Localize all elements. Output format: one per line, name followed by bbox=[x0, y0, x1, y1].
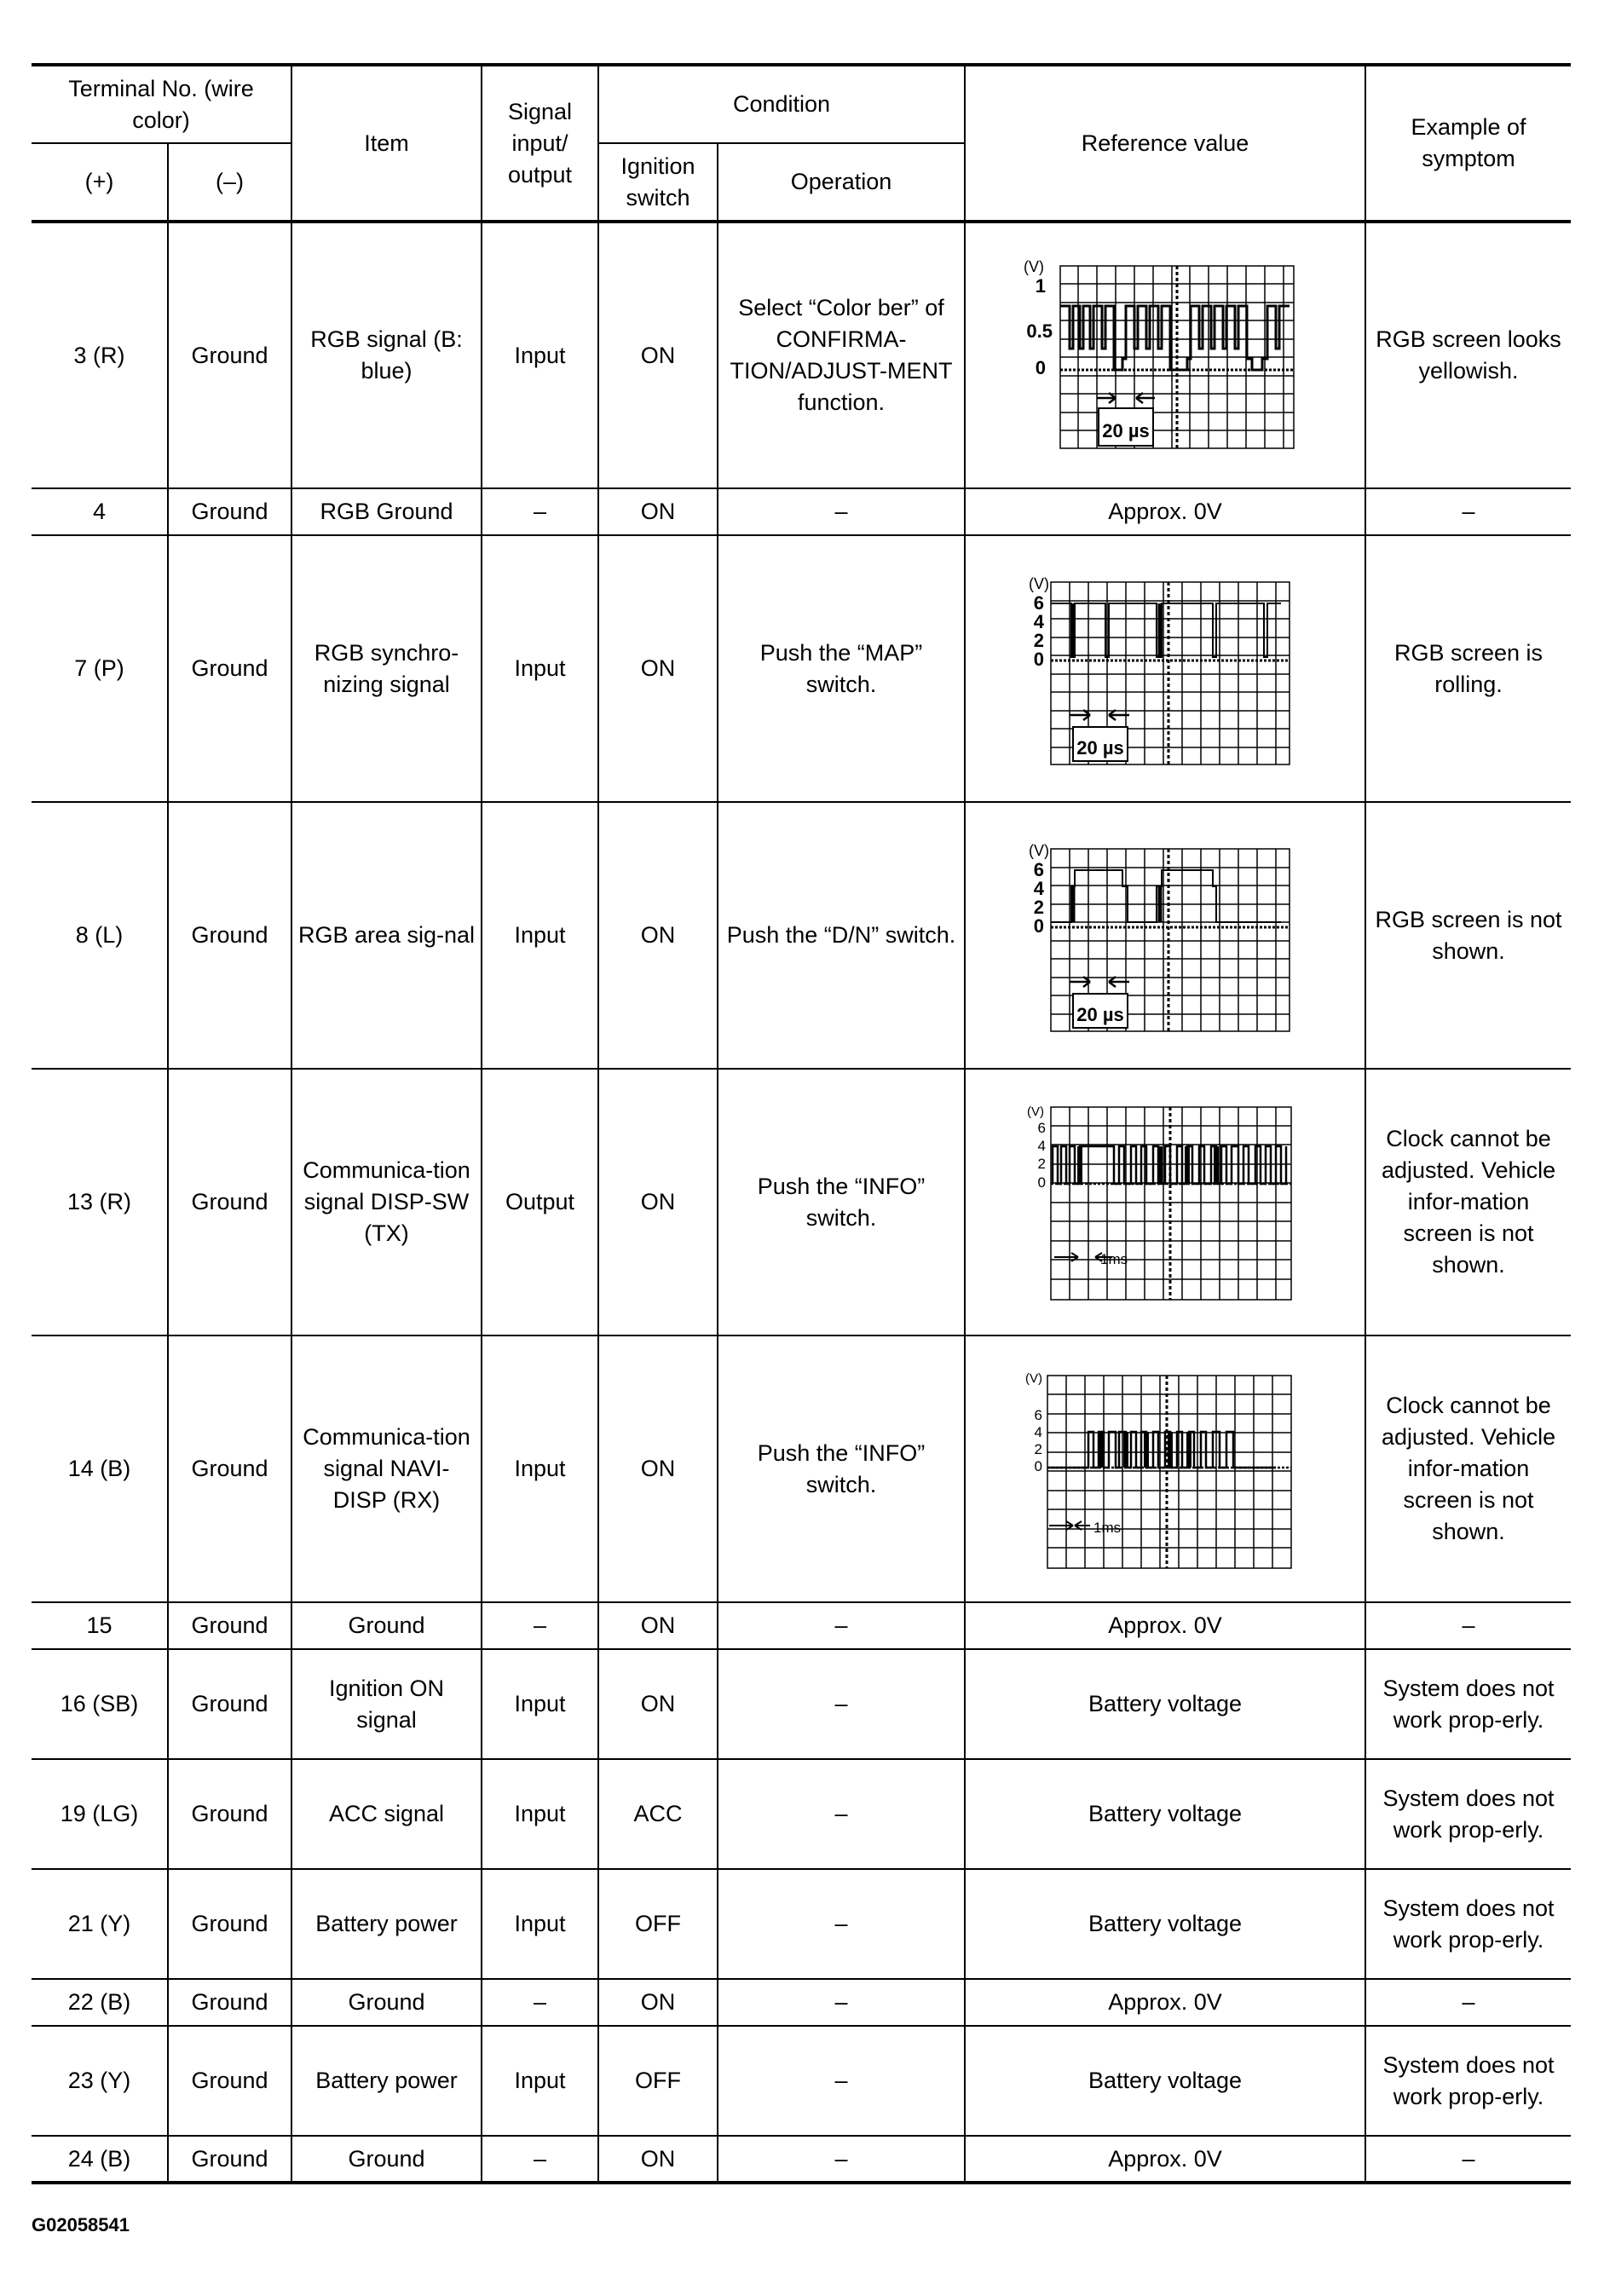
symptom-cell: System does not work prop-erly. bbox=[1365, 2026, 1571, 2136]
minus-cell: Ground bbox=[168, 1759, 291, 1869]
item-cell: Communica-tion signal NAVI- DISP (RX) bbox=[291, 1335, 482, 1602]
oscilloscope-waveform-tx bbox=[1020, 1100, 1310, 1305]
oscilloscope-waveform-area bbox=[1020, 834, 1310, 1038]
minus-cell: Ground bbox=[168, 488, 291, 535]
scope-y-label: 0.5 bbox=[1026, 320, 1053, 342]
ignition-cell: ON bbox=[598, 1979, 718, 2026]
scope-y-label: 1 bbox=[1035, 275, 1047, 297]
operation-header: Operation bbox=[718, 143, 965, 222]
operation-cell: Push the “INFO” switch. bbox=[718, 1335, 965, 1602]
reference-header: Reference value bbox=[965, 65, 1365, 222]
minus-cell: Ground bbox=[168, 1979, 291, 2026]
item-cell: RGB synchro-nizing signal bbox=[291, 535, 482, 802]
reference-cell bbox=[965, 1335, 1365, 1602]
terminal-header: Terminal No. (wire color) bbox=[32, 65, 291, 143]
reference-cell: Approx. 0V bbox=[965, 1602, 1365, 1649]
scope-y-label: 4 bbox=[1033, 877, 1045, 899]
ignition-cell: ON bbox=[598, 1602, 718, 1649]
table-row bbox=[32, 1069, 1571, 1335]
operation-cell: – bbox=[718, 2136, 965, 2183]
io-cell: Output bbox=[482, 1069, 598, 1335]
scope-y-label: 4 bbox=[1037, 1137, 1047, 1154]
symptom-cell: Clock cannot be adjusted. Vehicle infor-mation screen is not shown. bbox=[1365, 1335, 1571, 1602]
plus-cell: 16 (SB) bbox=[32, 1649, 168, 1759]
item-cell: Communica-tion signal DISP-SW (TX) bbox=[291, 1069, 482, 1335]
table-row bbox=[32, 1649, 1571, 1759]
plus-cell: 23 (Y) bbox=[32, 2026, 168, 2136]
ignition-cell: ON bbox=[598, 802, 718, 1069]
ignition-cell: ON bbox=[598, 2136, 718, 2183]
item-cell: Ground bbox=[291, 1602, 482, 1649]
reference-cell: Battery voltage bbox=[965, 1759, 1365, 1869]
ignition-cell: ON bbox=[598, 488, 718, 535]
reference-cell bbox=[965, 535, 1365, 802]
operation-cell: – bbox=[718, 1869, 965, 1979]
operation-cell: – bbox=[718, 1649, 965, 1759]
plus-cell: 22 (B) bbox=[32, 1979, 168, 2026]
scope-y-label: 2 bbox=[1037, 1155, 1047, 1172]
ignition-cell: ACC bbox=[598, 1759, 718, 1869]
scope-y-label: 6 bbox=[1033, 858, 1045, 880]
item-cell: Ground bbox=[291, 1979, 482, 2026]
symptom-header: Example of symptom bbox=[1365, 65, 1571, 222]
scope-time-label: 1ms bbox=[1093, 1519, 1122, 1536]
table-row bbox=[32, 802, 1571, 1069]
ignition-cell: ON bbox=[598, 535, 718, 802]
scope-y-label: 0 bbox=[1037, 1174, 1047, 1191]
operation-cell: – bbox=[718, 1602, 965, 1649]
reference-cell: Battery voltage bbox=[965, 1869, 1365, 1979]
minus-header: (–) bbox=[168, 143, 291, 222]
symptom-cell: – bbox=[1365, 488, 1571, 535]
plus-cell: 3 (R) bbox=[32, 222, 168, 488]
item-cell: ACC signal bbox=[291, 1759, 482, 1869]
scope-y-label: 6 bbox=[1033, 591, 1045, 614]
operation-cell: – bbox=[718, 1759, 965, 1869]
item-cell: RGB signal (B: blue) bbox=[291, 222, 482, 488]
minus-cell: Ground bbox=[168, 1069, 291, 1335]
scope-y-label: 2 bbox=[1033, 629, 1045, 651]
figure-code: G02058541 bbox=[32, 2214, 130, 2235]
scope-unit: (V) bbox=[1029, 841, 1050, 859]
operation-cell: Push the “D/N” switch. bbox=[718, 802, 965, 1069]
scope-y-label: 0 bbox=[1033, 648, 1045, 670]
operation-cell: Select “Color ber” of CONFIRMA-TION/ADJUST-MENT function. bbox=[718, 222, 965, 488]
symptom-cell: RGB screen is rolling. bbox=[1365, 535, 1571, 802]
table-row bbox=[32, 2026, 1571, 2136]
scope-time-label: 1ms bbox=[1100, 1250, 1128, 1267]
plus-header: (+) bbox=[32, 143, 168, 222]
io-cell: – bbox=[482, 1602, 598, 1649]
plus-cell: 13 (R) bbox=[32, 1069, 168, 1335]
symptom-cell: – bbox=[1365, 1602, 1571, 1649]
scope-time-label: 20 µs bbox=[1102, 420, 1150, 441]
operation-cell: – bbox=[718, 2026, 965, 2136]
operation-cell: – bbox=[718, 1979, 965, 2026]
table-row bbox=[32, 2136, 1571, 2183]
io-cell: – bbox=[482, 488, 598, 535]
table-row bbox=[32, 1869, 1571, 1979]
io-cell: Input bbox=[482, 1869, 598, 1979]
plus-cell: 19 (LG) bbox=[32, 1759, 168, 1869]
io-cell: – bbox=[482, 1979, 598, 2026]
minus-cell: Ground bbox=[168, 2026, 291, 2136]
minus-cell: Ground bbox=[168, 222, 291, 488]
io-cell: Input bbox=[482, 1335, 598, 1602]
plus-cell: 24 (B) bbox=[32, 2136, 168, 2183]
scope-unit: (V) bbox=[1027, 1104, 1045, 1119]
symptom-cell: System does not work prop-erly. bbox=[1365, 1759, 1571, 1869]
minus-cell: Ground bbox=[168, 1335, 291, 1602]
scope-time-label: 20 µs bbox=[1076, 1003, 1124, 1025]
scope-unit: (V) bbox=[1025, 1370, 1043, 1386]
symptom-cell: RGB screen is not shown. bbox=[1365, 802, 1571, 1069]
reference-cell: Battery voltage bbox=[965, 2026, 1365, 2136]
condition-header: Condition bbox=[598, 65, 965, 143]
plus-cell: 4 bbox=[32, 488, 168, 535]
table-row bbox=[32, 1759, 1571, 1869]
minus-cell: Ground bbox=[168, 2136, 291, 2183]
symptom-cell: System does not work prop-erly. bbox=[1365, 1869, 1571, 1979]
item-cell: Ignition ON signal bbox=[291, 1649, 482, 1759]
operation-cell: – bbox=[718, 488, 965, 535]
plus-cell: 14 (B) bbox=[32, 1335, 168, 1602]
symptom-cell: System does not work prop-erly. bbox=[1365, 1649, 1571, 1759]
ignition-header: Ignition switch bbox=[598, 143, 718, 222]
reference-cell: Approx. 0V bbox=[965, 2136, 1365, 2183]
scope-y-label: 0 bbox=[1035, 357, 1047, 378]
io-cell: – bbox=[482, 2136, 598, 2183]
reference-cell bbox=[965, 1069, 1365, 1335]
oscilloscope-waveform-rx bbox=[1020, 1367, 1310, 1572]
scope-y-label: 0 bbox=[1033, 914, 1045, 937]
ignition-cell: ON bbox=[598, 222, 718, 488]
reference-cell bbox=[965, 802, 1365, 1069]
reference-cell: Battery voltage bbox=[965, 1649, 1365, 1759]
signal-header: Signal input/ output bbox=[482, 65, 598, 222]
minus-cell: Ground bbox=[168, 1869, 291, 1979]
oscilloscope-waveform-sync bbox=[1020, 567, 1310, 771]
reference-cell: Approx. 0V bbox=[965, 488, 1365, 535]
table-row bbox=[32, 488, 1571, 535]
reference-cell bbox=[965, 222, 1365, 488]
item-header: Item bbox=[291, 65, 482, 222]
item-cell: RGB Ground bbox=[291, 488, 482, 535]
table-row bbox=[32, 222, 1571, 488]
scope-unit: (V) bbox=[1029, 574, 1050, 592]
ignition-cell: OFF bbox=[598, 1869, 718, 1979]
item-cell: RGB area sig-nal bbox=[291, 802, 482, 1069]
io-cell: Input bbox=[482, 222, 598, 488]
operation-cell: Push the “MAP” switch. bbox=[718, 535, 965, 802]
io-cell: Input bbox=[482, 802, 598, 1069]
ignition-cell: ON bbox=[598, 1335, 718, 1602]
minus-cell: Ground bbox=[168, 802, 291, 1069]
table-row bbox=[32, 535, 1571, 802]
operation-cell: Push the “INFO” switch. bbox=[718, 1069, 965, 1335]
scope-y-label: 0 bbox=[1034, 1457, 1043, 1474]
scope-y-label: 6 bbox=[1034, 1406, 1043, 1423]
scope-time-label: 20 µs bbox=[1076, 736, 1124, 759]
symptom-cell: Clock cannot be adjusted. Vehicle infor-mation screen is not shown. bbox=[1365, 1069, 1571, 1335]
io-cell: Input bbox=[482, 2026, 598, 2136]
oscilloscope-waveform-rgb-blue bbox=[1020, 253, 1310, 458]
minus-cell: Ground bbox=[168, 535, 291, 802]
io-cell: Input bbox=[482, 1649, 598, 1759]
minus-cell: Ground bbox=[168, 1649, 291, 1759]
ignition-cell: ON bbox=[598, 1649, 718, 1759]
table-row bbox=[32, 1979, 1571, 2026]
table-row bbox=[32, 1602, 1571, 1649]
scope-unit: (V) bbox=[1024, 258, 1045, 275]
minus-cell: Ground bbox=[168, 1602, 291, 1649]
io-cell: Input bbox=[482, 535, 598, 802]
plus-cell: 7 (P) bbox=[32, 535, 168, 802]
scope-y-label: 6 bbox=[1037, 1119, 1047, 1136]
scope-y-label: 4 bbox=[1033, 610, 1045, 632]
scope-y-label: 4 bbox=[1034, 1423, 1043, 1440]
scope-y-label: 2 bbox=[1034, 1440, 1043, 1457]
table-row bbox=[32, 1335, 1571, 1602]
symptom-cell: – bbox=[1365, 2136, 1571, 2183]
io-cell: Input bbox=[482, 1759, 598, 1869]
ignition-cell: ON bbox=[598, 1069, 718, 1335]
terminal-table bbox=[32, 63, 1571, 2184]
symptom-cell: – bbox=[1365, 1979, 1571, 2026]
plus-cell: 21 (Y) bbox=[32, 1869, 168, 1979]
item-cell: Battery power bbox=[291, 2026, 482, 2136]
reference-cell: Approx. 0V bbox=[965, 1979, 1365, 2026]
item-cell: Battery power bbox=[291, 1869, 482, 1979]
ignition-cell: OFF bbox=[598, 2026, 718, 2136]
plus-cell: 15 bbox=[32, 1602, 168, 1649]
symptom-cell: RGB screen looks yellowish. bbox=[1365, 222, 1571, 488]
item-cell: Ground bbox=[291, 2136, 482, 2183]
scope-y-label: 2 bbox=[1033, 896, 1045, 918]
plus-cell: 8 (L) bbox=[32, 802, 168, 1069]
